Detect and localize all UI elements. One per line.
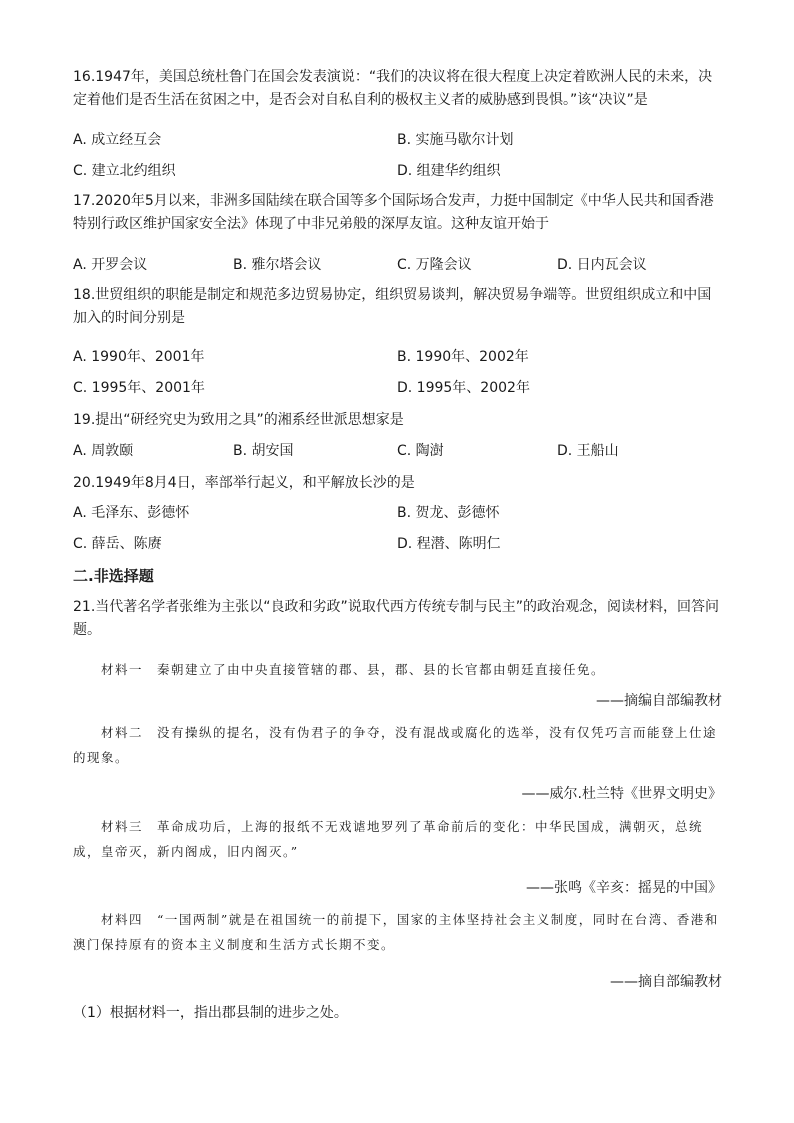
question-18-stem: 18.世贸组织的职能是制定和规范多边贸易协定，组织贸易谈判，解决贸易争端等。世贸组织成立和中国加入的时间分别是: [73, 287, 712, 326]
question-19-stem: 19.提出“研经究史为致用之具”的湘系经世派思想家是: [73, 412, 404, 428]
material-four-source: ——摘自部编教材: [610, 974, 722, 990]
question-20-option-a: A. 毛泽东、彭德怀: [73, 505, 190, 521]
material-two-source: ——威尔.杜兰特《世界文明史》: [521, 786, 722, 802]
question-18-option-d: D. 1995年、2002年: [397, 380, 530, 396]
question-20-option-b: B. 贺龙、彭德怀: [397, 505, 500, 521]
question-19-option-a: A. 周敦颐: [73, 443, 134, 459]
question-21-stem: 21.当代著名学者张维为主张以“良政和劣政”说取代西方传统专制与民主”的政治观念，阅读材料，回答问题。: [73, 599, 720, 638]
material-four: 材料四 “一国两制”就是在祖国统一的前提下，国家的主体坚持社会主义制度，同时在台湾、香港和澳门保持原有的资本主义制度和生活方式长期不变。: [73, 912, 719, 952]
question-19-option-d: D. 王船山: [557, 443, 619, 459]
material-one: 材料一 秦朝建立了由中央直接管辖的郡、县，郡、县的长官都由朝廷直接任免。: [101, 662, 606, 677]
question-16-option-c: C. 建立北约组织: [73, 163, 176, 179]
question-19-option-c: C. 陶澍: [397, 443, 444, 459]
question-17-option-a: A. 开罗会议: [73, 257, 148, 273]
question-20-option-c: C. 薛岳、陈赓: [73, 536, 162, 552]
question-21-sub-1: （1）根据材料一，指出郡县制的进步之处。: [73, 1005, 348, 1021]
question-17-option-d: D. 日内瓦会议: [557, 257, 647, 273]
question-17-option-b: B. 雅尔塔会议: [233, 257, 322, 273]
question-16-option-a: A. 成立经互会: [73, 132, 162, 148]
question-16-stem: 16.1947年，美国总统杜鲁门在国会发表演说：“我们的决议将在很大程度上决定着欧洲人民的未来，决定着他们是否生活在贫困之中，是否会对自私自利的极权主义者的威胁感到畏惧。”该“决议”是: [73, 69, 713, 108]
material-one-source: ——摘编自部编教材: [596, 693, 722, 709]
question-18-option-b: B. 1990年、2002年: [397, 349, 529, 365]
material-two: 材料二 没有操纵的提名，没有伪君子的争夺，没有混战或腐化的选举，没有仅凭巧言而能登上仕途的现象。: [73, 725, 718, 765]
question-18-option-a: A. 1990年、2001年: [73, 349, 205, 365]
question-18-option-c: C. 1995年、2001年: [73, 380, 205, 396]
question-19-option-b: B. 胡安国: [233, 443, 294, 459]
question-20-stem: 20.1949年8月4日，率部举行起义，和平解放长沙的是: [73, 475, 415, 491]
section-heading: 二.非选择题: [73, 567, 154, 585]
question-17-stem: 17.2020年5月以来，非洲多国陆续在联合国等多个国际场合发声，力挺中国制定《中华人民共和国香港特别行政区维护国家安全法》体现了中非兄弟般的深厚友谊。这种友谊开始于: [73, 193, 714, 232]
material-three-source: ——张鸣《辛亥：摇晃的中国》: [526, 880, 722, 896]
question-16-option-d: D. 组建华约组织: [397, 163, 501, 179]
material-three: 材料三 革命成功后，上海的报纸不无戏谑地罗列了革命前后的变化：中华民国成，满朝灭，总统成，皇帝灭，新内阁成，旧内阁灭。”: [73, 819, 704, 859]
question-20-option-d: D. 程潜、陈明仁: [397, 536, 501, 552]
question-16-option-b: B. 实施马歇尔计划: [397, 132, 514, 148]
question-17-option-c: C. 万隆会议: [397, 257, 472, 273]
